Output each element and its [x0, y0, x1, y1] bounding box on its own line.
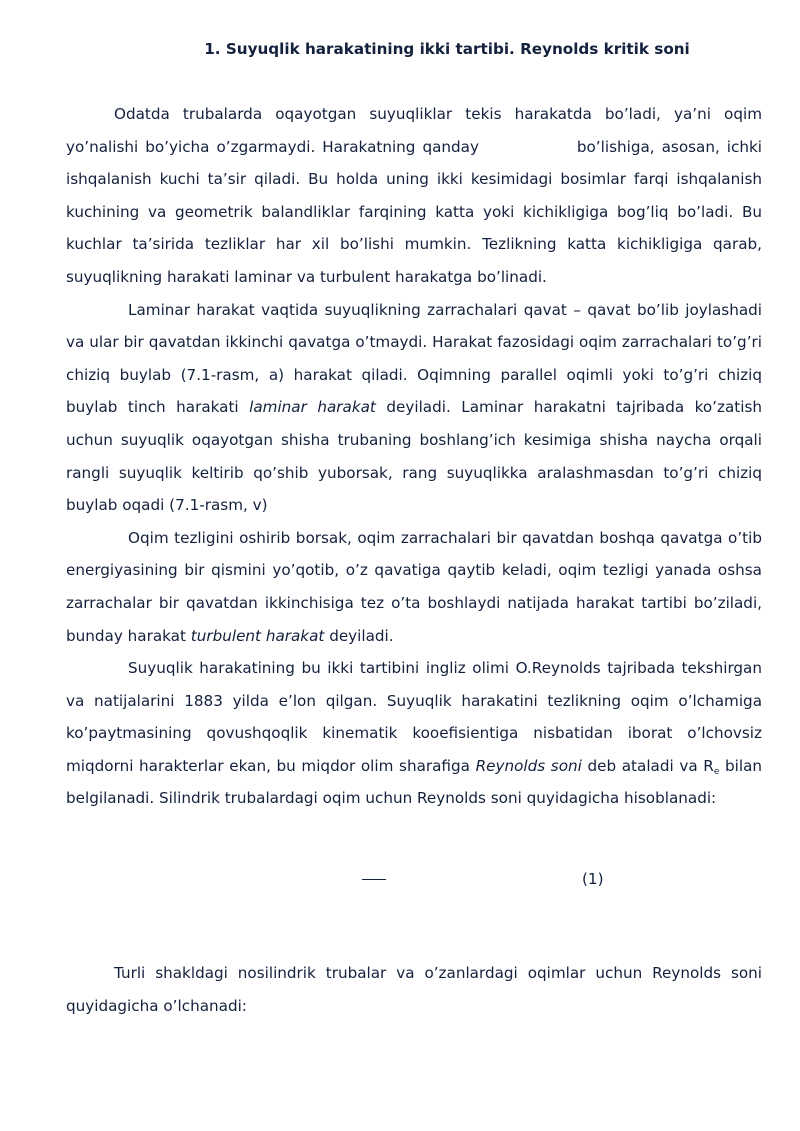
- paragraph-2-text-b: deyiladi. Laminar harakatni tajribada ko’zatish uchun suyuqlik oqayotgan shisha trubaning boshlang’ich kesimiga shisha naycha orqali rangli suyuqlik keltirib qo’shib yuborsak, rang suyuqlikka aralashmasdan to’g’ri chiziq buylab oqadi (7.1-rasm, v): [66, 398, 762, 515]
- paragraph-2-text-a: Laminar harakat vaqtida suyuqlikning zarrachalari qavat – qavat bo’lib joylashadi va ular bir qavatdan ikkinchi qavatga o’tmaydi. Harakat fazosidagi oqim zarrachalari to’g’ri chiziq buylab (7.1-rasm, a) harakat qiladi. Oqimning parallel oqimli yoki to’g’ri chiziq buylab tinch harakati: [66, 300, 762, 417]
- paragraph-3-text-b: deyiladi.: [324, 626, 394, 645]
- equation-number: (1): [582, 870, 604, 889]
- term-reynolds-number: Reynolds soni: [475, 756, 582, 775]
- term-laminar: laminar harakat: [249, 398, 376, 417]
- formula-block: [66, 833, 762, 925]
- term-turbulent: turbulent harakat: [190, 626, 325, 645]
- paragraph-4: [66, 652, 762, 815]
- section-title: 1. Suyuqlik harakatining ikki tartibi. Reynolds kritik soni: [204, 40, 690, 58]
- spacer: [66, 62, 762, 98]
- paragraph-1: Odatda trubalarda oqayotgan suyuqliklar tekis harakatda bo’ladi, ya’ni oqim yo’nalishi bo’yicha o’zgarmaydi. Harakatning qanday bo’lishiga, asosan, ichki ishqalanish kuchi ta’sir qiladi. Bu holda uning ikki kesimidagi bosimlar farqi ishqalanish kuchining va geometrik balandliklar farqining katta yoki kichikligiga bog’liq bo’ladi. Bu kuchlar ta’sirida tezliklar har xil bo’lishi mumkin. Tezlikning katta kichikligiga qarab, suyuqlikning harakati laminar va turbulent harakatga bo’linadi.: [66, 105, 762, 286]
- paragraph-4-text-a: Suyuqlik harakatining bu ikki tartibini ingliz olimi O.Reynolds tajribada tekshirgan va natijalarini 1883 yilda e’lon qilgan. Suyuqlik harakatini tezlikning oqim o’lchamiga ko’paytmasining qovushqoqlik kinematik kooefisientiga nisbatidan iborat o’lchovsiz miqdorni harakterlar ekan, bu miqdor olim sharafiga: [66, 659, 762, 775]
- paragraph-5: Turli shakldagi nosilindrik trubalar va o’zanlardagi oqimlar uchun Reynolds soni quyidagicha o’lchanadi:: [66, 964, 762, 1015]
- paragraph-4-text-c: bilan belgilanadi. Silindrik trubalardagi oqim uchun Reynolds soni quyidagicha hisoblanadi:: [66, 756, 763, 808]
- paragraph-2: [66, 294, 762, 522]
- paragraph-3-text-a: Oqim tezligini oshirib borsak, oqim zarrachalari bir qavatdan boshqa qavatga o’tib energiyasining bir qismini yo’qotib, o’z qavatiga qaytib keladi, oqim tezligi yanada oshsa zarrachalar bir qavatdan ikkinchisiga tez o’ta boshlaydi natijada harakat tartibi bo’ziladi, bunday harakat: [66, 528, 762, 645]
- paragraph-3: [66, 522, 762, 652]
- fraction-line: [362, 879, 386, 880]
- spacer: [66, 925, 762, 957]
- reynolds-subscript: e: [713, 766, 720, 777]
- paragraph-4-text-b: deb ataladi va R: [581, 756, 714, 775]
